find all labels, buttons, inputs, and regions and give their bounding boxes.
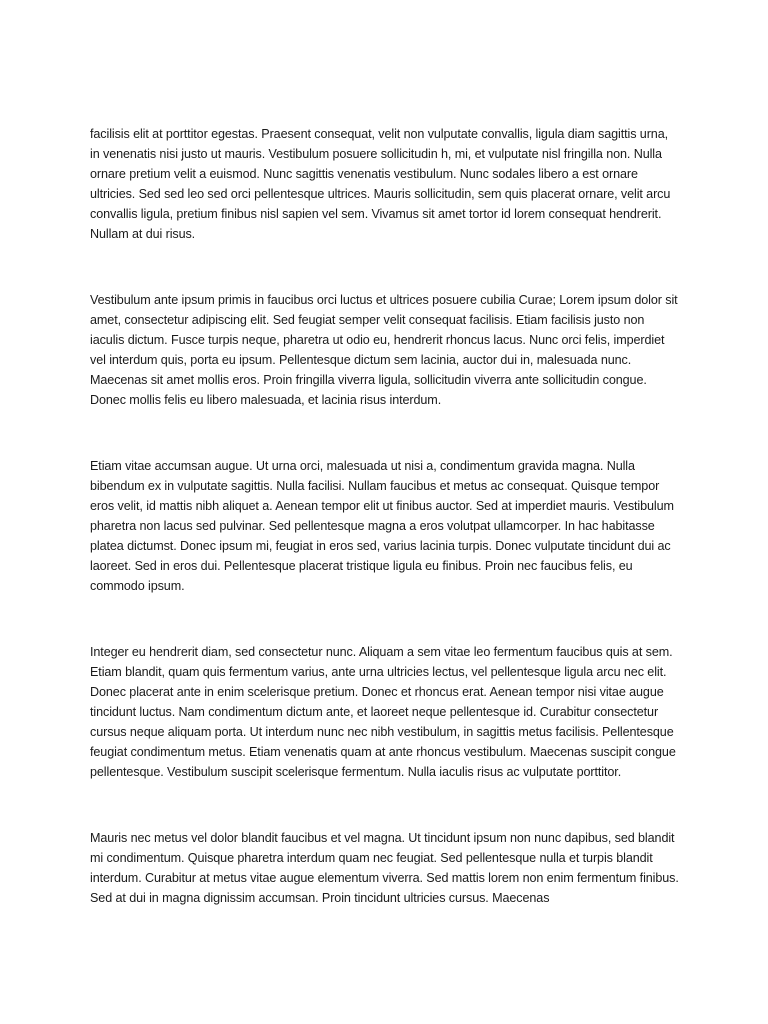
paragraph-4: Integer eu hendrerit diam, sed consectetur nunc. Aliquam a sem vitae leo fermentum faucibus quis at sem. Etiam blandit, quam quis fermentum varius, ante urna ultricies lectus, vel pellentesque ligula arcu nec elit. Donec placerat ante in enim scelerisque pretium. Donec et rhoncus erat. Aenean tempor nisi vitae augue tincidunt luctus. Nam condimentum dictum ante, et laoreet neque pellentesque id. Curabitur consectetur cursus neque aliquam porta. Ut interdum nunc nec nibh vestibulum, in sagittis metus facilisis. Pellentesque feugiat condimentum metus. Etiam venenatis quam at ante rhoncus vestibulum. Maecenas suscipit congue pellentesque. Vestibulum suscipit scelerisque fermentum. Nulla iaculis risus ac vulputate porttitor.	[90, 645, 676, 779]
paragraph-2: Vestibulum ante ipsum primis in faucibus orci luctus et ultrices posuere cubilia Curae; Lorem ipsum dolor sit amet, consectetur adipiscing elit. Sed feugiat semper velit consequat facilisis. Etiam facilisis justo non iaculis dictum. Fusce turpis neque, pharetra ut odio eu, hendrerit rhoncus lacus. Nunc orci felis, imperdiet vel interdum quis, porta eu ipsum. Pellentesque dictum sem lacinia, auctor dui in, malesuada nunc. Maecenas sit amet mollis eros. Proin fringilla viverra ligula, sollicitudin viverra ante sollicitudin congue. Donec mollis felis eu libero malesuada, et lacinia risus interdum.	[90, 293, 678, 407]
paragraph-3: Etiam vitae accumsan augue. Ut urna orci, malesuada ut nisi a, condimentum gravida magna. Nulla bibendum ex in vulputate sagittis. Nulla facilisi. Nullam faucibus et metus ac consequat. Quisque tempor eros velit, id mattis nibh aliquet a. Aenean tempor elit ut finibus auctor. Sed at imperdiet mauris. Vestibulum pharetra non lacus sed pulvinar. Sed pellentesque magna a eros volutpat ullamcorper. In hac habitasse platea dictumst. Donec ipsum mi, feugiat in eros sed, varius lacinia turpis. Donec vulputate tincidunt dui ac laoreet. Sed in eros dui. Pellentesque placerat tristique ligula eu finibus. Proin nec faucibus felis, eu commodo ipsum.	[90, 459, 674, 593]
paragraph-1: facilisis elit at porttitor egestas. Praesent consequat, velit non vulputate convallis, ligula diam sagittis urna, in venenatis nisi justo ut mauris. Vestibulum posuere sollicitudin h, mi, et vulputate nisl fringilla non. Nulla ornare pretium velit a euismod. Nunc sagittis venenatis vestibulum. Nunc sodales libero a est ornare ultricies. Sed sed leo sed orci pellentesque ultrices. Mauris sollicitudin, sem quis placerat ornare, velit arcu convallis ligula, pretium finibus nisl sapien vel sem. Vivamus sit amet tortor id lorem consequat hendrerit. Nullam at dui risus.	[90, 127, 671, 241]
document-body	[90, 124, 680, 908]
paragraph-5: Mauris nec metus vel dolor blandit faucibus et vel magna. Ut tincidunt ipsum non nunc dapibus, sed blandit mi condimentum. Quisque pharetra interdum quam nec feugiat. Sed pellentesque nulla et turpis blandit interdum. Curabitur at metus vitae augue elementum viverra. Sed mattis lorem non enim fermentum finibus. Sed at dui in magna dignissim accumsan. Proin tincidunt ultricies cursus. Maecenas	[90, 831, 679, 905]
